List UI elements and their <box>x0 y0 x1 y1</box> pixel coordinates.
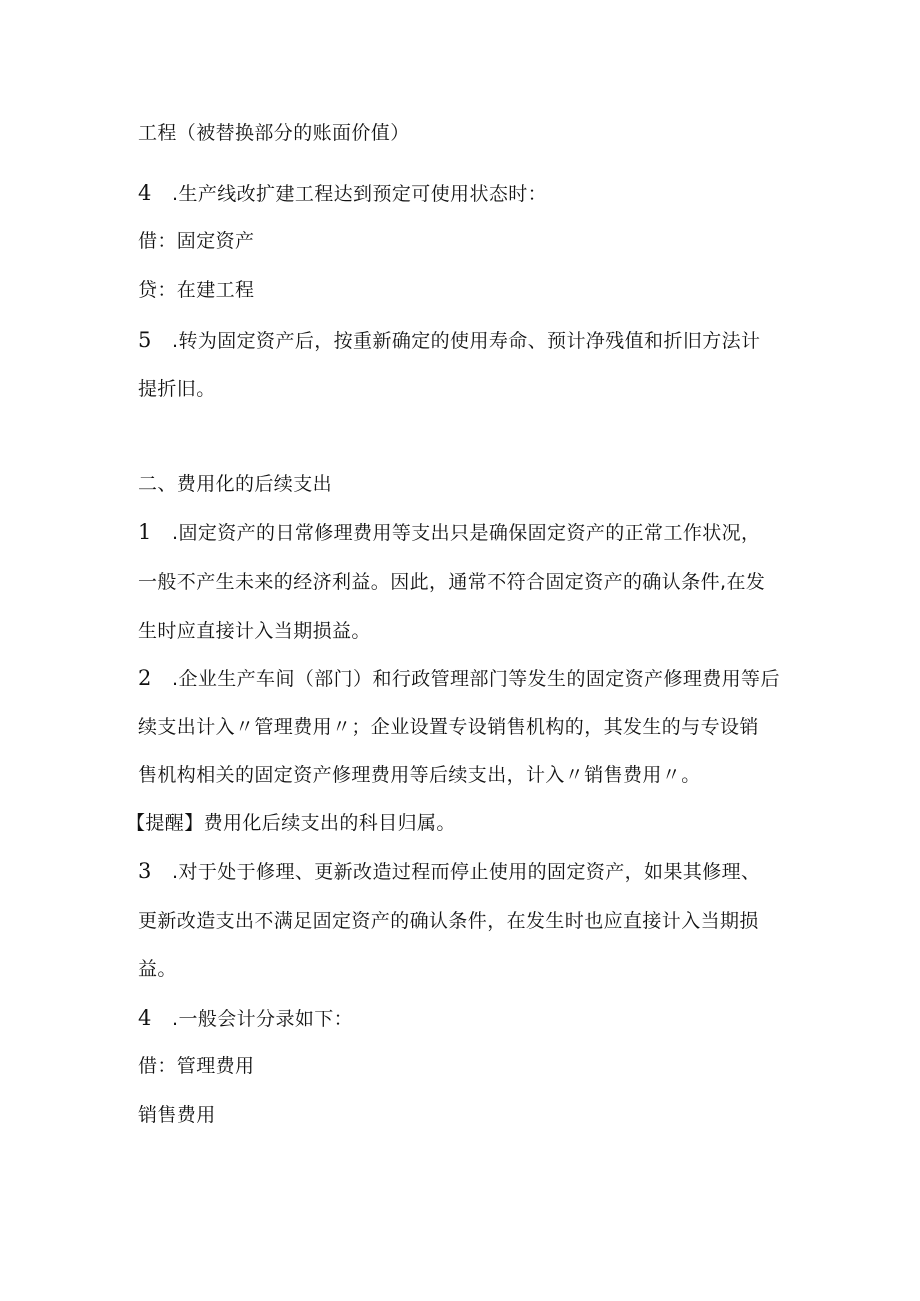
reminder-note <box>126 811 786 835</box>
line-text: .转为固定资产后，按重新确定的使用寿命、预计净残值和折旧方法计 <box>172 330 761 352</box>
line-text: 提折旧。 <box>138 378 216 400</box>
text-line <box>138 763 798 787</box>
journal-credit-line <box>138 278 798 302</box>
item-number: 4 <box>138 1006 152 1030</box>
numbered-item <box>138 520 798 545</box>
journal-debit-line <box>138 1054 798 1078</box>
text-line <box>138 619 798 643</box>
line-text: .生产线改扩建工程达到预定可使用状态时： <box>172 183 548 205</box>
section-heading <box>138 472 798 496</box>
line-text: .对于处于修理、更新改造过程而停止使用的固定资产，如果其修理、 <box>172 861 761 883</box>
line-text: .一般会计分录如下： <box>172 1008 354 1030</box>
text-line <box>138 715 798 739</box>
text-line <box>138 121 798 145</box>
line-text: 借：管理费用 <box>138 1055 255 1077</box>
item-number: 5 <box>138 328 152 352</box>
line-text: 销售费用 <box>138 1104 216 1126</box>
line-text: .企业生产车间（部门）和行政管理部门等发生的固定资产修理费用等后 <box>172 668 780 690</box>
item-number: 2 <box>138 666 152 690</box>
line-text: 贷：在建工程 <box>138 279 255 301</box>
line-text: 【提醒】费用化后续支出的科目归属。 <box>126 812 456 834</box>
journal-debit-line <box>138 229 798 253</box>
line-text: 更新改造支出不满足固定资产的确认条件，在发生时也应直接计入当期损 <box>138 910 759 932</box>
text-line <box>138 957 798 981</box>
line-text: 售机构相关的固定资产修理费用等后续支出，计入〃销售费用〃。 <box>138 764 701 786</box>
line-text: 二、费用化的后续支出 <box>138 473 333 495</box>
line-text: .固定资产的日常修理费用等支出只是确保固定资产的正常工作状况， <box>172 522 761 544</box>
numbered-item <box>138 859 798 884</box>
numbered-item <box>138 1006 798 1031</box>
numbered-item <box>138 666 798 691</box>
text-line <box>138 570 798 594</box>
line-text: 续支出计入〃管理费用〃；企业设置专设销售机构的，其发生的与专设销 <box>138 716 759 738</box>
line-text: 借：固定资产 <box>138 230 255 252</box>
item-number: 4 <box>138 181 152 205</box>
line-text: 益。 <box>138 958 177 980</box>
item-number: 3 <box>138 859 152 883</box>
line-text: 生时应直接计入当期损益。 <box>138 620 371 642</box>
item-number: 1 <box>138 520 152 544</box>
journal-debit-line <box>138 1103 798 1127</box>
line-text: 工程（被替换部分的账面价值） <box>138 122 410 144</box>
numbered-item <box>138 328 798 353</box>
line-text: 一般不产生未来的经济利益。因此，通常不符合固定资产的确认条件,在发 <box>138 571 766 593</box>
numbered-item <box>138 181 798 206</box>
text-line <box>138 909 798 933</box>
text-line <box>138 377 798 401</box>
